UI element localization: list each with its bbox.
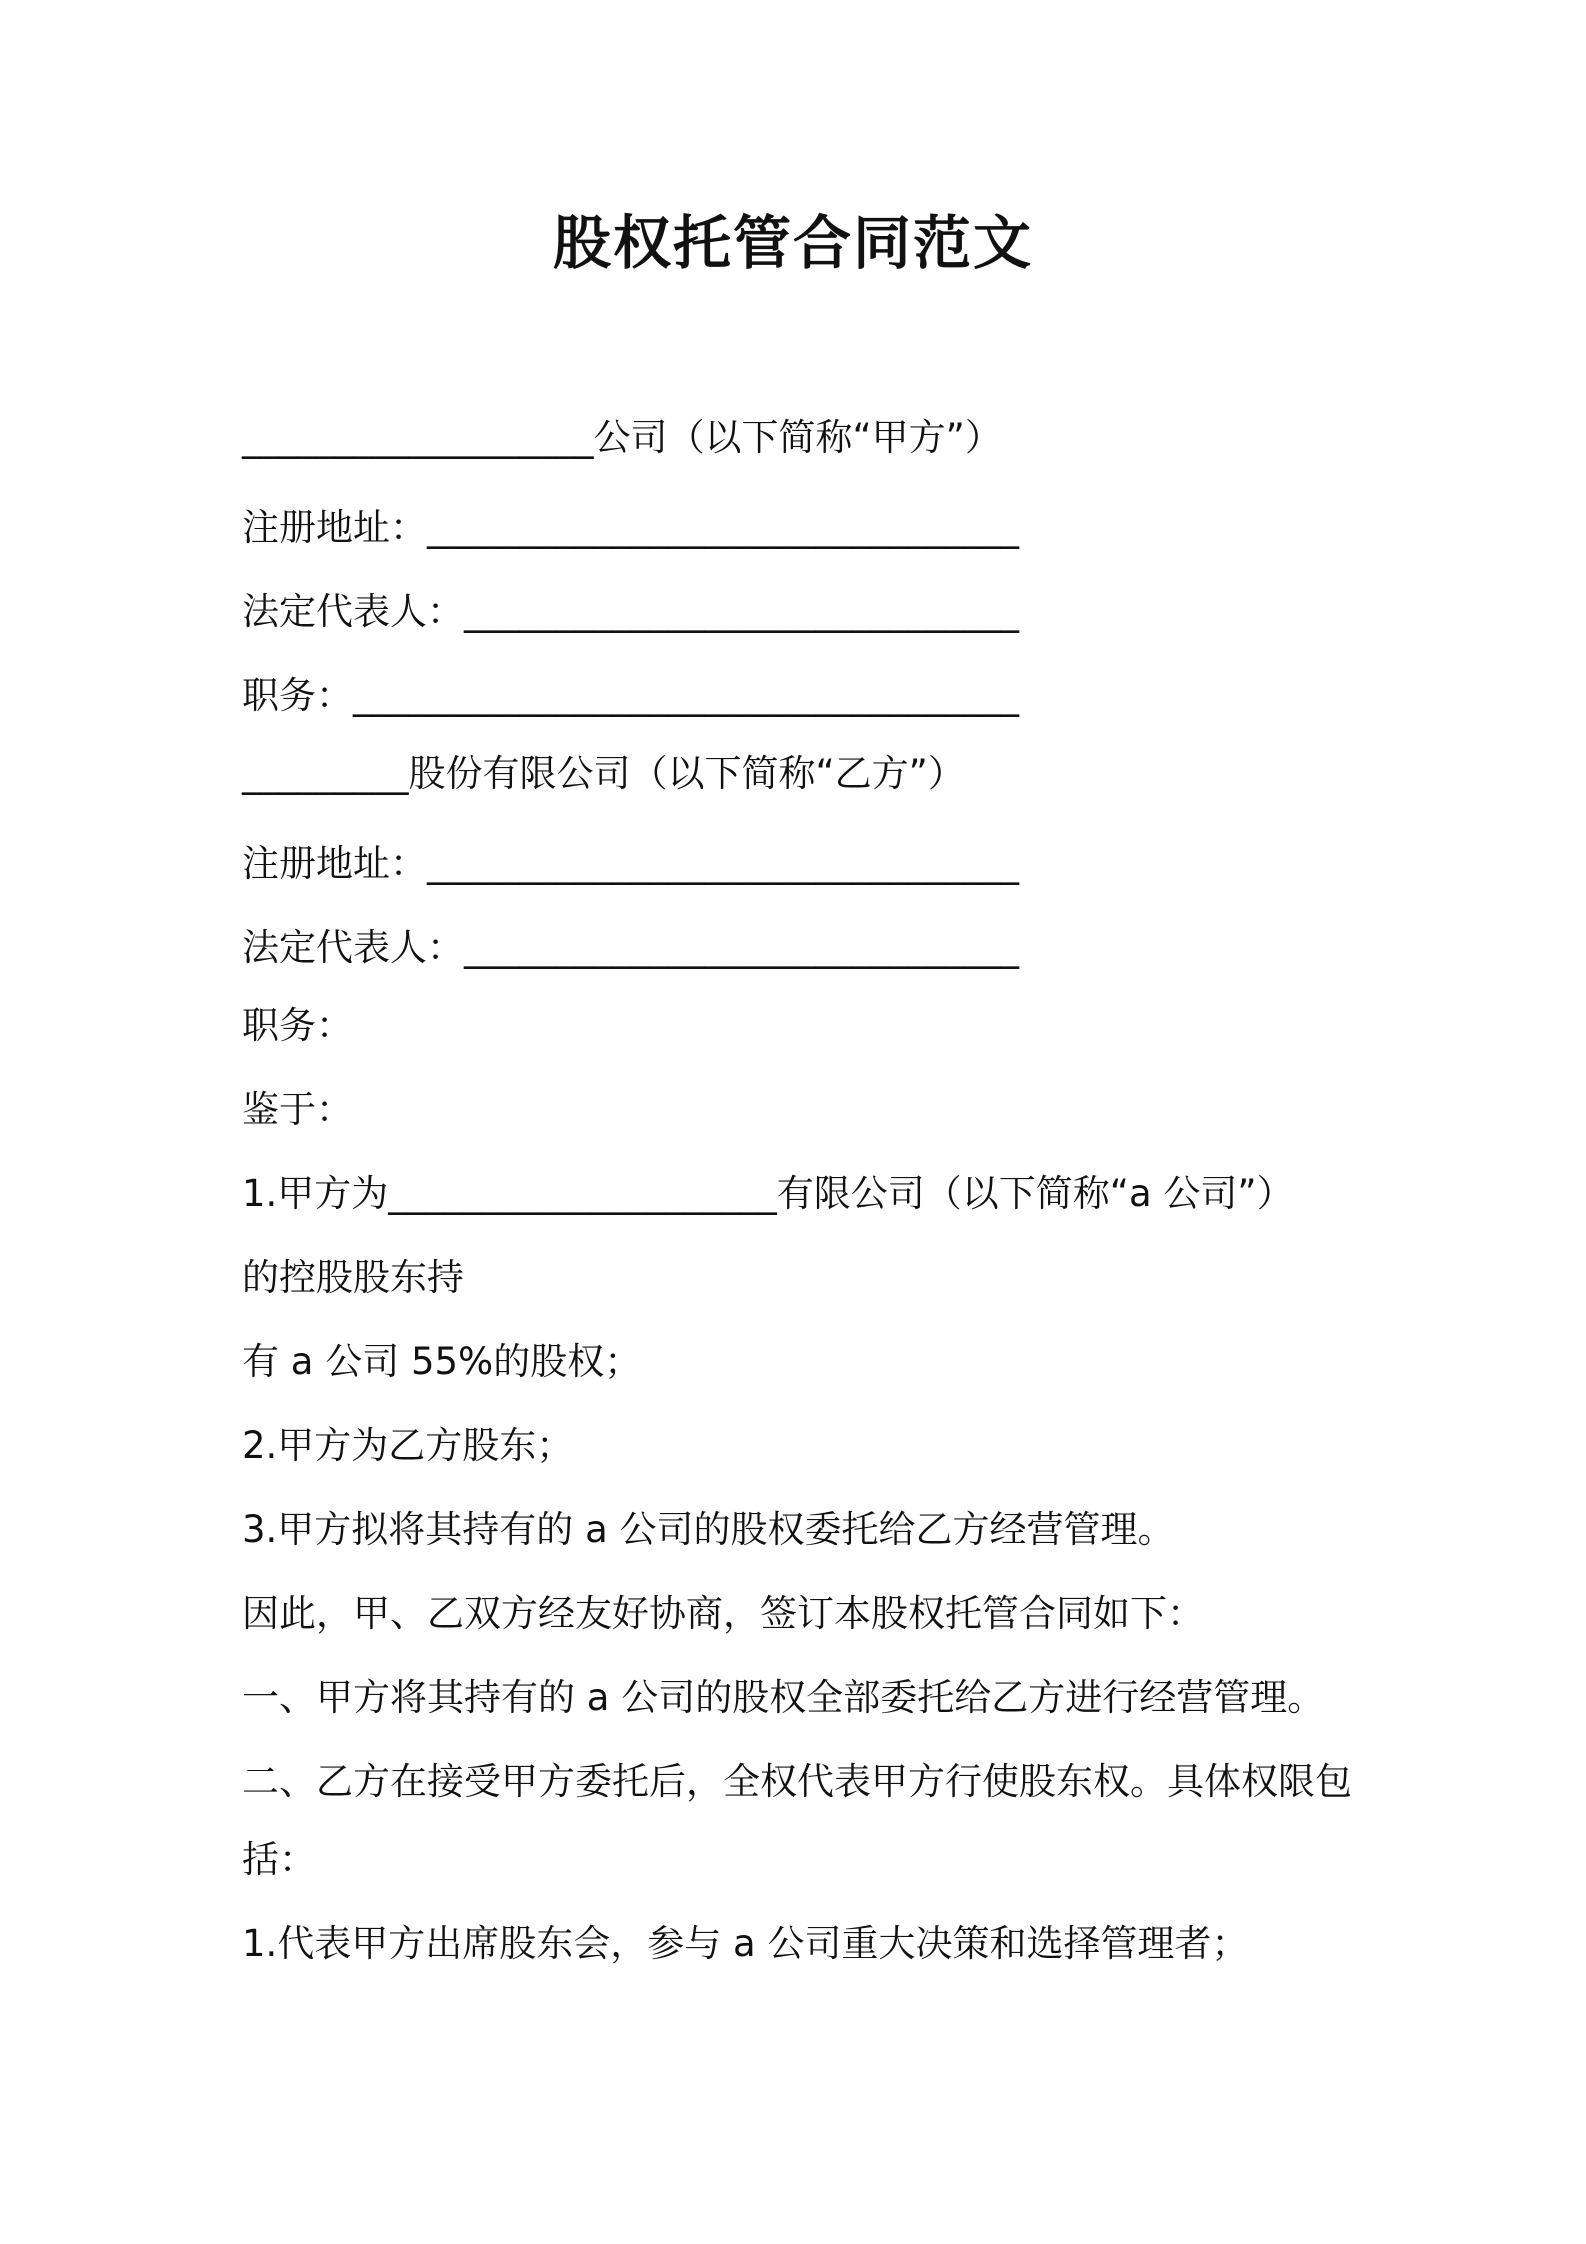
party-a-company-line: ___________________公司（以下简称“甲方”） (242, 416, 1002, 459)
article-1: 一、甲方将其持有的 a 公司的股权全部委托给乙方进行经营管理。 (242, 1676, 1325, 1719)
article-2-line-2: 括： (242, 1838, 316, 1881)
party-b-position-line: 职务： (242, 1004, 353, 1047)
party-a-position-line: 职务：____________________________________ (242, 674, 1019, 717)
recital-1-line-3: 有 a 公司 55%的股权； (242, 1340, 642, 1383)
recital-1-line-2: 的控股股东持 (242, 1256, 464, 1299)
recital-1-line-1: 1.甲方为_____________________有限公司（以下简称“a 公司”） (242, 1172, 1294, 1215)
party-a-address-line: 注册地址：________________________________ (242, 506, 1019, 549)
party-a-legal-rep-line: 法定代表人：______________________________ (242, 590, 1019, 633)
document-title: 股权托管合同范文 (552, 209, 1033, 277)
recital-3: 3.甲方拟将其持有的 a 公司的股权委托给乙方经营管理。 (242, 1508, 1175, 1551)
agreement-intro: 因此，甲、乙双方经友好协商，签订本股权托管合同如下： (242, 1592, 1204, 1635)
recital-2: 2.甲方为乙方股东； (242, 1424, 574, 1467)
party-b-company-line: _________股份有限公司（以下简称“乙方”） (242, 752, 965, 795)
whereas-heading: 鉴于： (242, 1088, 353, 1131)
party-b-address-line: 注册地址：________________________________ (242, 842, 1019, 885)
article-2-item-1: 1.代表甲方出席股东会，参与 a 公司重大决策和选择管理者； (242, 1922, 1249, 1965)
party-b-legal-rep-line: 法定代表人：______________________________ (242, 926, 1019, 969)
article-2-line-1: 二、乙方在接受甲方委托后，全权代表甲方行使股东权。具体权限包 (242, 1760, 1352, 1803)
